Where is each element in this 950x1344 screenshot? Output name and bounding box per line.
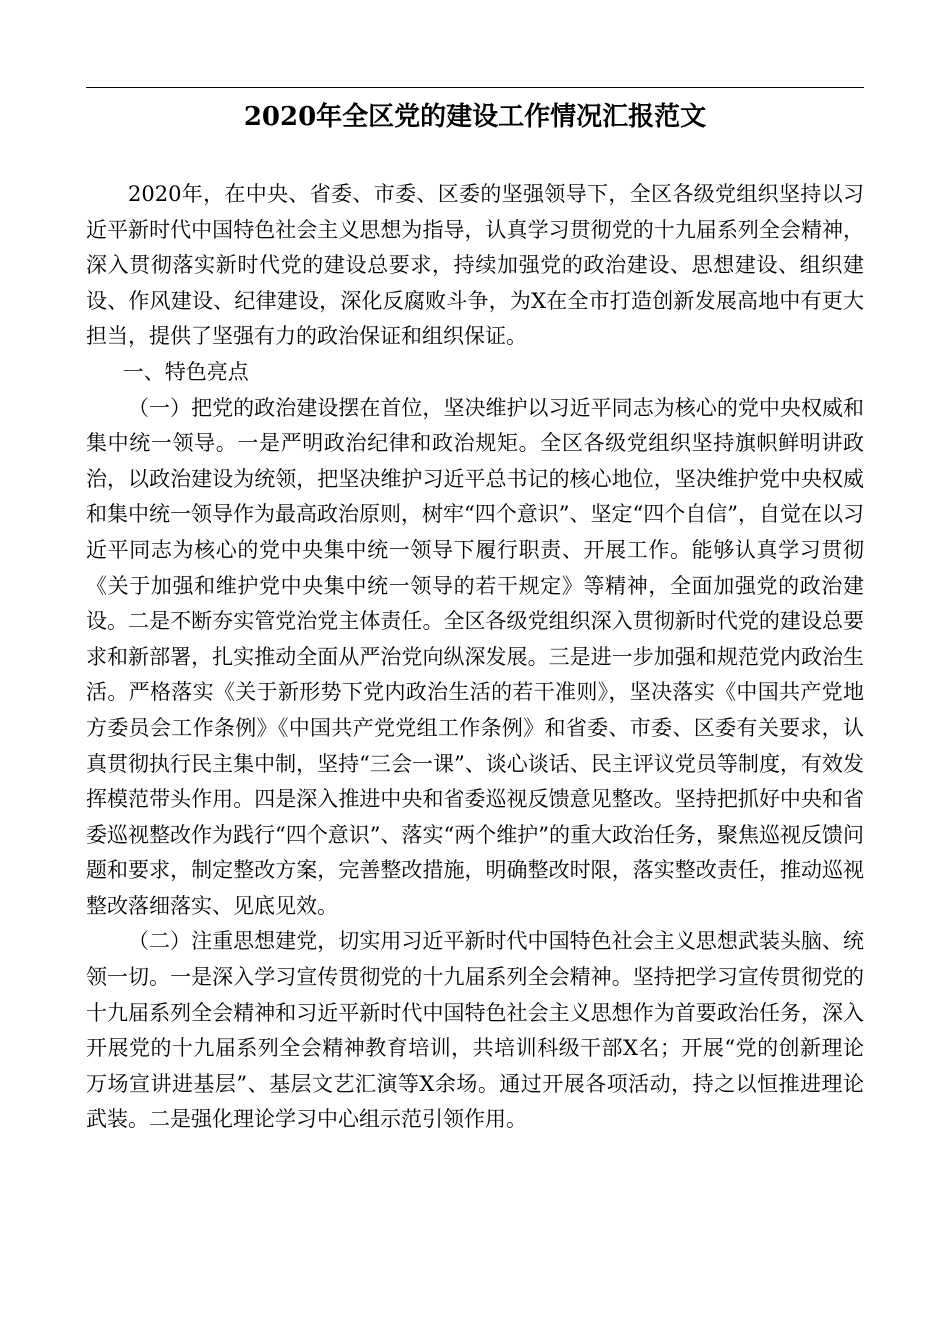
document-body — [86, 177, 864, 1138]
header-rule — [86, 87, 864, 88]
intro-paragraph: 2020年，在中央、省委、市委、区委的坚强领导下，全区各级党组织坚持以习近平新时代中国特色社会主义思想为指导，认真学习贯彻党的十九届系列全会精神，深入贯彻落实新时代党的建设总要求，持续加强党的政治建设、思想建设、组织建设、作风建设、纪律建设，深化反腐败斗争，为X在全市打造创新发展高地中有更大担当，提供了坚强有力的政治保证和组织保证。 — [86, 182, 864, 349]
document-title: 2020年全区党的建设工作情况汇报范文 — [243, 102, 707, 132]
body-paragraph-1: （一）把党的政治建设摆在首位，坚决维护以习近平同志为核心的党中央权威和集中统一领导。一是严明政治纪律和政治规矩。全区各级党组织坚持旗帜鲜明讲政治，以政治建设为统领，把坚决维护习近平总书记的核心地位，坚决维护党中央权威和集中统一领导作为最高政治原则，树牢“四个意识”、坚定“四个自信”，自觉在以习近平同志为核心的党中央集中统一领导下履行职责、开展工作。能够认真学习贯彻《关于加强和维护党中央集中统一领导的若干规定》等精神，全面加强党的政治建设。二是不断夯实管党治党主体责任。全区各级党组织深入贯彻新时代党的建设总要求和新部署，扎实推动全面从严治党向纵深发展。三是进一步加强和规范党内政治生活。严格落实《关于新形势下党内政治生活的若干准则》，坚决落实《中国共产党地方委员会工作条例》《中国共产党党组工作条例》和省委、市委、区委有关要求，认真贯彻执行民主集中制，坚持“三会一课”、谈心谈话、民主评议党员等制度，有效发挥模范带头作用。四是深入推进中央和省委巡视反馈意见整改。坚持把抓好中央和省委巡视整改作为践行“四个意识”、落实“两个维护”的重大政治任务，聚焦巡视反馈问题和要求，制定整改方案，完善整改措施，明确整改时限，落实整改责任，推动巡视整改落细落实、见底见效。 — [86, 395, 864, 918]
body-paragraph-2: （二）注重思想建党，切实用习近平新时代中国特色社会主义思想武装头脑、统领一切。一是深入学习宣传贯彻党的十九届系列全会精神。坚持把学习宣传贯彻党的十九届系列全会精神和习近平新时代中国特色社会主义思想作为首要政治任务，深入开展党的十九届系列全会精神教育培训，共培训科级干部X名；开展“党的创新理论万场宣讲进基层”、基层文艺汇演等X余场。通过开展各项活动，持之以恒推进理论武装。二是强化理论学习中心组示范引领作用。 — [86, 929, 864, 1132]
section-heading: 一、特色亮点 — [122, 359, 249, 384]
